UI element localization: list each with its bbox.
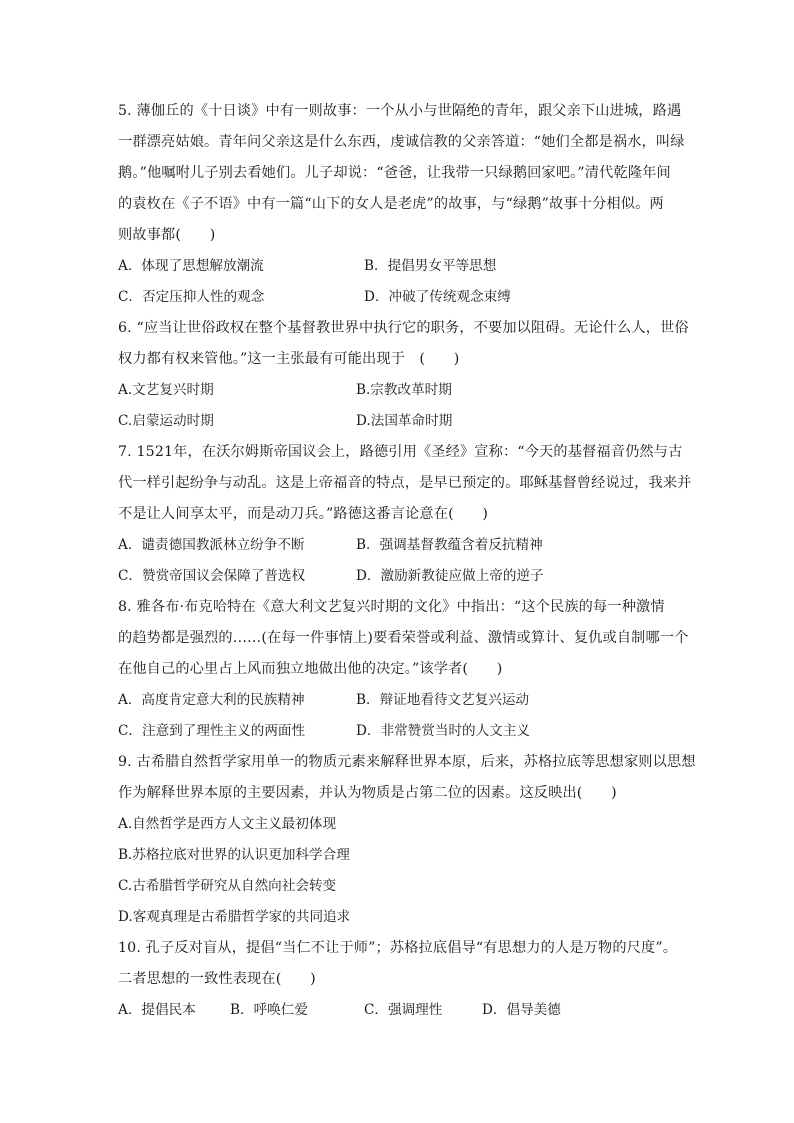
option-d: D．冲破了传统观念束缚 [364, 289, 511, 305]
option-row [118, 561, 678, 592]
option-c: C.古希腊哲学研究从自然向社会转变 [118, 878, 337, 894]
question-list [118, 96, 696, 1026]
option-row [118, 685, 678, 716]
option-b: B．强调基督教蕴含着反抗精神 [356, 537, 543, 553]
question-stem-line: 二者思想的一致性表现在( ) [118, 971, 316, 987]
question-stem-line: 10. 孔子反对盲从，提倡“当仁不让于师”；苏格拉底倡导“有思想力的人是万物的尺度”。 [118, 940, 678, 956]
question-5 [118, 96, 685, 313]
option-b: B.宗教改革时期 [356, 382, 452, 398]
option-row [118, 251, 678, 282]
option-row [118, 995, 678, 1026]
question-stem-line: 在他自己的心里占上风而独立地做出他的决定。”该学者( ) [118, 661, 503, 677]
option-c: C．否定压抑人性的观念 [118, 289, 265, 305]
option-d: D.客观真理是古希腊哲学家的共同追求 [118, 909, 351, 925]
option-d: D.法国革命时期 [356, 413, 453, 429]
question-stem-line: 7. 1521年，在沃尔姆斯帝国议会上，路德引用《圣经》宣称：“今天的基督福音仍然与古 [118, 444, 683, 460]
option-row [118, 282, 678, 313]
question-stem-line: 8. 雅各布·布克哈特在《意大利文艺复兴时期的文化》中指出：“这个民族的每一种激情 [118, 599, 665, 615]
question-stem-line: 6. “应当让世俗政权在整个基督教世界中执行它的职务，不要加以阻碍。无论什么人，世俗 [118, 320, 689, 336]
question-10 [118, 933, 678, 1026]
option-a: A．谴责德国教派林立纷争不断 [118, 537, 305, 553]
option-row [118, 375, 678, 406]
option-a: A．提倡民本 [118, 1002, 196, 1018]
question-stem-line: 作为解释世界本原的主要因素，并认为物质是占第二位的因素。这反映出( ) [118, 785, 617, 801]
question-9 [118, 747, 696, 933]
option-d: D．非常赞赏当时的人文主义 [356, 723, 531, 739]
option-c: C．注意到了理性主义的两面性 [118, 723, 306, 739]
question-stem-line: 9. 古希腊自然哲学家用单一的物质元素来解释世界本原，后来，苏格拉底等思想家则以思想 [118, 754, 696, 770]
question-7 [118, 437, 692, 592]
question-stem-line: 不是让人间享太平，而是动刀兵。”路德这番言论意在( ) [118, 506, 489, 522]
option-row [118, 406, 678, 437]
option-d: D．倡导美德 [482, 1002, 561, 1018]
option-b: B．辩证地看待文艺复兴运动 [356, 692, 530, 708]
question-stem-line: 的袁枚在《子不语》中有一篇“山下的女人是老虎”的故事，与“绿鹅”故事十分相似。两 [118, 196, 664, 212]
option-c: C．强调理性 [364, 1002, 443, 1018]
question-stem-line: 代一样引起纷争与动乱。这是上帝福音的特点，是早已预定的。耶稣基督曾经说过，我来并 [118, 475, 692, 491]
question-stem-line: 的趋势都是强烈的……(在每一件事情上)要看荣誉或利益、激情或算计、复仇或自制哪一个 [118, 630, 689, 646]
question-6 [118, 313, 689, 437]
option-row [118, 530, 678, 561]
question-stem-line: 权力都有权来管他。”这一主张最有可能出现于 ( ) [118, 351, 460, 367]
question-stem-line: 一群漂亮姑娘。青年问父亲这是什么东西，虔诚信教的父亲答道：“她们全都是祸水，叫绿 [118, 134, 685, 150]
option-b: B．提倡男女平等思想 [364, 258, 497, 274]
option-a: A．体现了思想解放潮流 [118, 258, 264, 274]
option-c: C.启蒙运动时期 [118, 413, 214, 429]
option-b: B.苏格拉底对世界的认识更加科学合理 [118, 847, 350, 863]
option-c: C．赞赏帝国议会保障了普选权 [118, 568, 306, 584]
option-d: D．激励新教徒应做上帝的逆子 [356, 568, 544, 584]
question-stem-line: 5. 薄伽丘的《十日谈》中有一则故事：一个从小与世隔绝的青年，跟父亲下山进城，路遇 [118, 103, 682, 119]
option-a: A.自然哲学是西方人文主义最初体现 [118, 816, 337, 832]
question-stem-line: 鹅。”他嘱咐儿子别去看她们。儿子却说：“爸爸，让我带一只绿鹅回家吧。”清代乾隆年间 [118, 165, 671, 181]
option-row [118, 716, 678, 747]
question-8 [118, 592, 689, 747]
option-b: B．呼唤仁爱 [230, 1002, 308, 1018]
option-a: A.文艺复兴时期 [118, 382, 214, 398]
option-a: A．高度肯定意大利的民族精神 [118, 692, 305, 708]
question-stem-line: 则故事都( ) [118, 227, 216, 243]
